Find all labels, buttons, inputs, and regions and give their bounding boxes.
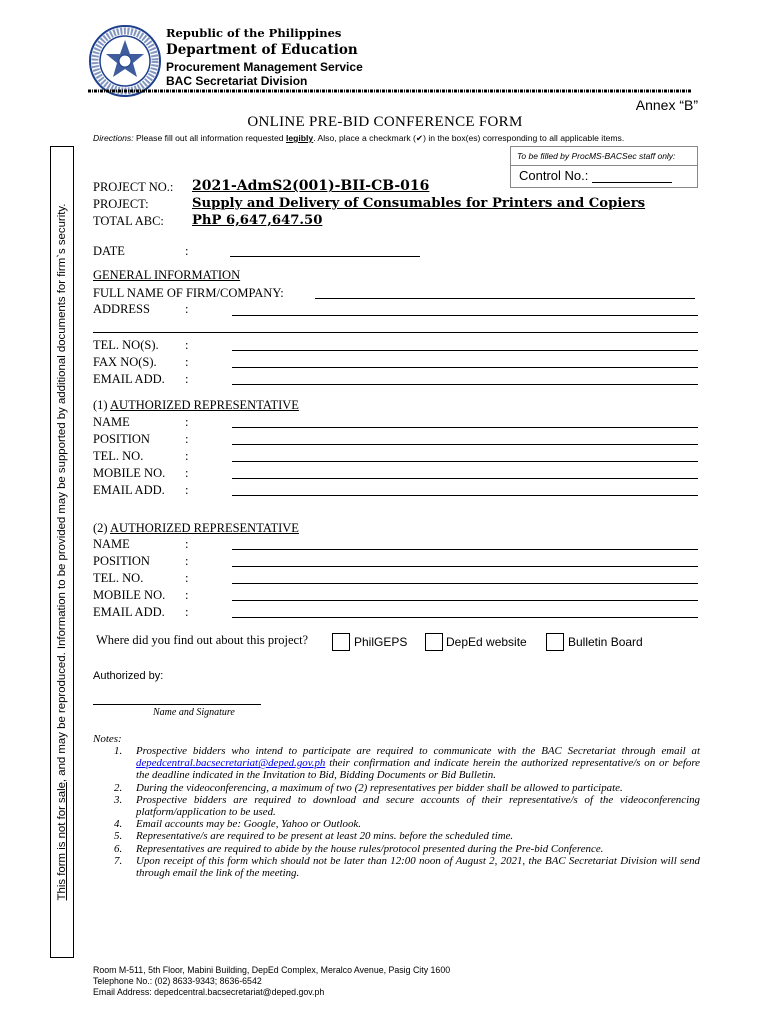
header-service: Procurement Management Service xyxy=(166,60,363,74)
rep2-mobile-label: MOBILE NO. xyxy=(93,588,166,602)
note-number: 4. xyxy=(114,818,123,831)
signature-caption: Name and Signature xyxy=(153,707,235,718)
rep2-tel-colon: : xyxy=(185,571,189,585)
email-field[interactable] xyxy=(232,384,698,385)
header-republic: Republic of the Philippines xyxy=(166,26,342,40)
rep2-position-colon: : xyxy=(185,554,189,568)
rep2-email-field[interactable] xyxy=(232,617,698,618)
rep2-email-label: EMAIL ADD. xyxy=(93,605,165,619)
rep2-position-field[interactable] xyxy=(232,566,698,567)
rep2-heading-text: AUTHORIZED REPRESENTATIVE xyxy=(110,521,299,535)
disclaimer-text xyxy=(56,157,68,947)
note-number: 7. xyxy=(114,854,123,867)
control-number-field[interactable] xyxy=(592,170,672,183)
note-text: Prospective bidders who intend to participate are required to communicate with the BAC Secretariat through email at xyxy=(136,745,700,757)
email-label: EMAIL ADD. xyxy=(93,372,165,386)
staff-note: To be filled by ProcMS-BACSec staff only: xyxy=(511,149,697,166)
rep1-tel-label: TEL. NO. xyxy=(93,449,144,463)
project-title-value: Supply and Delivery of Consumables for Printers and Copiers xyxy=(192,196,646,211)
rep2-email-colon: : xyxy=(185,605,189,619)
firm-name-label: FULL NAME OF FIRM/COMPANY: xyxy=(93,286,284,300)
philgeps-label: PhilGEPS xyxy=(354,635,408,649)
fax-field[interactable] xyxy=(232,367,698,368)
tel-label: TEL. NO(S). xyxy=(93,338,159,352)
staff-use-box xyxy=(510,146,698,188)
rep1-tel-field[interactable] xyxy=(232,461,698,462)
note-number: 2. xyxy=(114,781,123,794)
tel-field[interactable] xyxy=(232,350,698,351)
note-number: 5. xyxy=(114,830,123,843)
signature-field[interactable] xyxy=(93,704,261,705)
rep2-name-field[interactable] xyxy=(232,549,698,550)
address-field-line2[interactable] xyxy=(93,332,698,333)
directions-emphasis: legibly xyxy=(285,133,314,143)
directions-text xyxy=(93,133,624,144)
bulletin-board-checkbox[interactable] xyxy=(546,633,564,651)
decorative-border xyxy=(88,88,692,94)
authorized-by-label: Authorized by: xyxy=(93,670,164,682)
fax-colon: : xyxy=(185,355,189,369)
general-info-heading: GENERAL INFORMATION xyxy=(93,268,241,282)
philgeps-checkbox[interactable] xyxy=(332,633,350,651)
form-title: ONLINE PRE-BID CONFERENCE FORM xyxy=(247,114,523,130)
rep2-tel-label: TEL. NO. xyxy=(93,571,144,585)
rep2-name-label: NAME xyxy=(93,537,130,551)
note-item xyxy=(108,745,700,782)
firm-name-field[interactable] xyxy=(315,298,695,299)
rep1-mobile-label: MOBILE NO. xyxy=(93,466,166,480)
note-number: 1. xyxy=(114,745,123,757)
date-field[interactable] xyxy=(230,256,420,257)
address-field-line1[interactable] xyxy=(232,315,698,316)
total-abc-label: TOTAL ABC: xyxy=(93,214,164,228)
rep1-position-label: POSITION xyxy=(93,432,150,446)
rep1-mobile-field[interactable] xyxy=(232,478,698,479)
note-number: 6. xyxy=(114,842,123,855)
note-text: Email accounts may be: Google, Yahoo or Outlook. xyxy=(136,818,361,831)
footer-address xyxy=(93,965,450,998)
rep2-prefix: (2) xyxy=(93,521,111,535)
directions-after: . Also, place a checkmark (✔) in the box(es) corresponding to all applicable items. xyxy=(313,133,625,143)
project-title-label: PROJECT: xyxy=(93,197,149,211)
note-item xyxy=(108,843,700,855)
rep2-position-label: POSITION xyxy=(93,554,150,568)
footer-line-email: Email Address: depedcentral.bacsecretariat@deped.gov.ph xyxy=(93,987,325,997)
rep1-heading xyxy=(93,398,299,413)
notes-list xyxy=(108,745,700,879)
rep2-tel-field[interactable] xyxy=(232,583,698,584)
rep1-heading-text: AUTHORIZED REPRESENTATIVE xyxy=(110,398,299,412)
total-abc-value: PhP 6,647,647.50 xyxy=(192,213,323,228)
header-department: Department of Education xyxy=(166,42,358,58)
note-item xyxy=(108,782,700,794)
note-text: Upon receipt of this form which should not be later than 12:00 noon of August 2, 2021, the BAC Secretariat Division will send through email the link of the meeting. xyxy=(136,854,700,880)
rep1-name-field[interactable] xyxy=(232,427,698,428)
rep1-email-label: EMAIL ADD. xyxy=(93,483,165,497)
footer-line-address: Room M-511, 5th Floor, Mabini Building, DepEd Complex, Meralco Avenue, Pasig City 1600 xyxy=(93,965,451,975)
rep1-position-field[interactable] xyxy=(232,444,698,445)
note-number: 3. xyxy=(114,793,123,806)
rep2-mobile-field[interactable] xyxy=(232,600,698,601)
deped-website-label: DepEd website xyxy=(446,635,527,649)
rep2-heading xyxy=(93,521,299,536)
note-text: Representative/s are required to be present at least 20 mins. before the scheduled time. xyxy=(136,830,514,843)
note-item xyxy=(108,794,700,818)
rep1-mobile-colon: : xyxy=(185,466,189,480)
note-item xyxy=(108,855,700,879)
address-colon: : xyxy=(185,302,189,316)
rep1-position-colon: : xyxy=(185,432,189,446)
disclaimer-prefix: This form is not for sale xyxy=(56,782,68,901)
annex-label: Annex “B” xyxy=(635,97,698,113)
control-label: Control No.: xyxy=(519,168,589,183)
note-text: During the videoconferencing, a maximum of two (2) representatives per bidder shall be allowed to participate. xyxy=(136,781,623,794)
rep1-email-colon: : xyxy=(185,483,189,497)
rep1-name-label: NAME xyxy=(93,415,130,429)
footer-line-telephone: Telephone No.: (02) 8633-9343; 8636-6542 xyxy=(93,976,262,986)
notes-heading: Notes: xyxy=(93,733,122,745)
rep1-name-colon: : xyxy=(185,415,189,429)
fax-label: FAX NO(S). xyxy=(93,355,157,369)
directions-before: Please fill out all information requested xyxy=(133,133,286,143)
bulletin-board-label: Bulletin Board xyxy=(568,635,643,649)
note-text: their confirmation and indicate herein the authorized representative/s on or before the deadline indicated in the Invitation to Bid, Bidding Documents or Bid Bulletin. xyxy=(136,757,700,782)
deped-seal-logo xyxy=(88,24,162,98)
rep2-name-colon: : xyxy=(185,537,189,551)
disclaimer-body: , and may be reproduced. Information to be provided may be supported by additional documents for firm`s security. xyxy=(56,203,68,783)
note-item xyxy=(108,830,700,842)
control-number xyxy=(519,168,672,183)
date-label: DATE xyxy=(93,244,125,258)
rep1-prefix: (1) xyxy=(93,398,111,412)
rep1-tel-colon: : xyxy=(185,449,189,463)
note-text: Representatives are required to abide by the house rules/protocol presented during the Pre-bid Conference. xyxy=(136,842,604,855)
note-item xyxy=(108,818,700,830)
directions-label: Directions: xyxy=(93,133,134,143)
deped-website-checkbox[interactable] xyxy=(425,633,443,651)
email-colon: : xyxy=(185,372,189,386)
rep1-email-field[interactable] xyxy=(232,495,698,496)
address-label: ADDRESS xyxy=(93,302,150,316)
note-text: Prospective bidders are required to download and secure accounts of their representative/s of the videoconferencing platform/application to be used. xyxy=(136,793,700,819)
project-no-label: PROJECT NO.: xyxy=(93,180,174,194)
tel-colon: : xyxy=(185,338,189,352)
source-question: Where did you find out about this project? xyxy=(96,633,309,647)
rep2-mobile-colon: : xyxy=(185,588,189,602)
header-division: BAC Secretariat Division xyxy=(166,74,308,88)
project-no-value: 2021-AdmS2(001)-BII-CB-016 xyxy=(192,178,430,194)
bac-email-link[interactable]: depedcentral.bacsecretariat@deped.gov.ph xyxy=(136,757,326,770)
date-colon: : xyxy=(185,244,189,258)
